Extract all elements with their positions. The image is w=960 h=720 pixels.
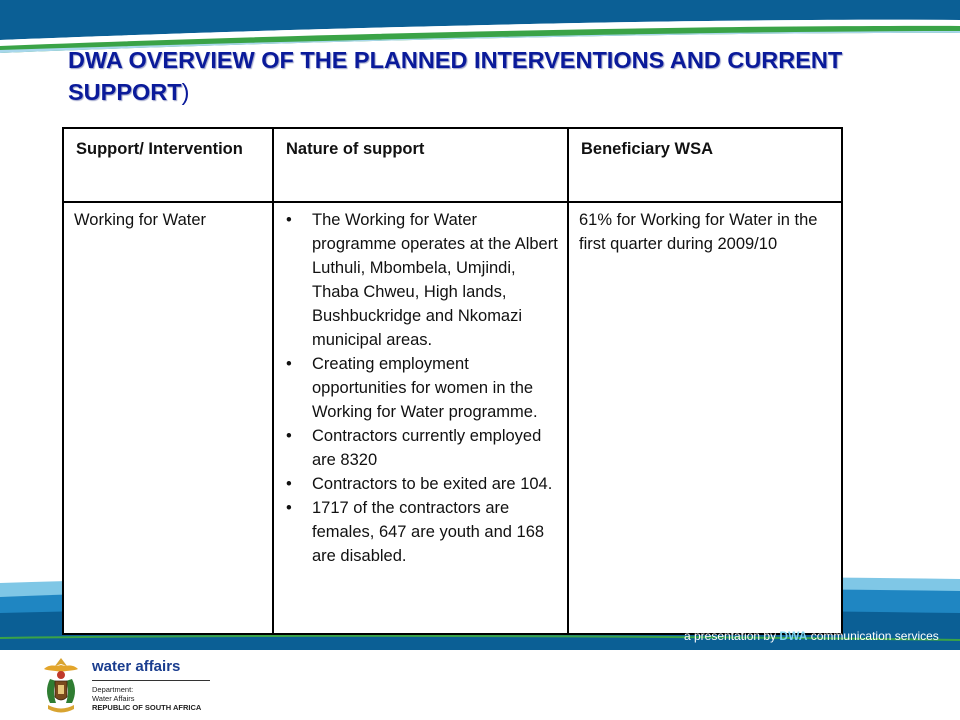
footer-credit [684,629,939,643]
list-item: • Contractors currently employed are 8320 [284,424,559,472]
table-row [63,202,842,634]
logo-department-label: Department: [92,685,134,694]
header-support-intervention: Support/ Intervention [63,128,273,202]
list-item: • Creating employment opportunities for women in the Working for Water programme. [284,352,559,424]
list-item: • Contractors to be exited are 104. [284,472,559,496]
list-item: • 1717 of the contractors are females, 647 are youth and 168 are disabled. [284,496,559,568]
nature-bullet-list [284,208,559,568]
header-beneficiary-wsa: Beneficiary WSA [568,128,842,202]
support-table [62,127,843,635]
logo-republic-label: REPUBLIC OF SOUTH AFRICA [92,703,202,712]
list-item: • The Working for Water programme operates at the Albert Luthuli, Mbombela, Umjindi, Thaba Chweu, High lands, Bushbuckridge and Nkomazi municipal areas. [284,208,559,352]
logo-water-affairs-text: water affairs [92,658,181,675]
footer-credit-brand: DWA [779,629,808,643]
slide-title-text: DWA OVERVIEW OF THE PLANNED INTERVENTIONS AND CURRENT SUPPORT [68,47,843,105]
cell-beneficiary: 61% for Working for Water in the first quarter during 2009/10 [568,202,842,634]
table-header-row [63,128,842,202]
slide-title-suffix: ) [181,79,190,105]
logo-water-affairs-label: Water Affairs [92,694,135,703]
logo-divider [92,680,210,681]
cell-intervention: Working for Water [63,202,273,634]
footer-credit-prefix: a presentation by [684,629,780,643]
cell-nature-of-support [273,202,568,634]
coat-of-arms-icon [36,655,86,717]
department-logo [30,652,230,718]
header-nature-of-support: Nature of support [273,128,568,202]
footer-credit-suffix: communication services [807,629,939,643]
slide-title [68,44,888,108]
